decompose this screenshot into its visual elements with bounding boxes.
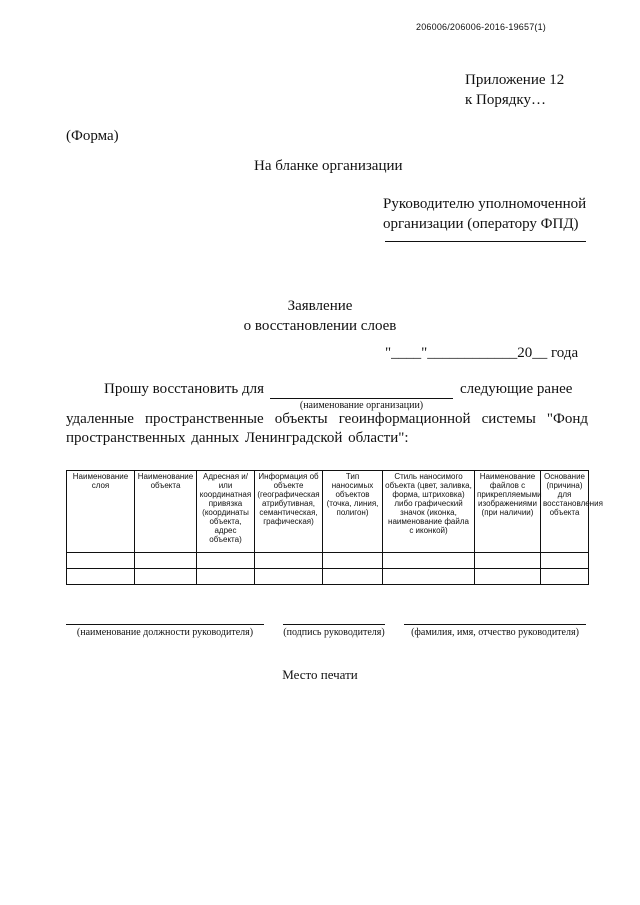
table-cell[interactable] xyxy=(135,569,197,585)
header-object-type: Тип наносимых объектов (точка, линия, полигон) xyxy=(323,471,383,553)
date-field[interactable]: "____"____________20__ года xyxy=(385,345,579,361)
position-signature-line[interactable] xyxy=(66,624,264,625)
table-cell[interactable] xyxy=(541,569,589,585)
table-header-row xyxy=(67,471,589,553)
signature-caption: (подпись руководителя) xyxy=(283,627,385,638)
document-id: 206006/206006-2016-19657(1) xyxy=(416,22,547,32)
title-line-1: Заявление xyxy=(287,298,353,314)
addressee-block xyxy=(383,194,586,234)
table-cell[interactable] xyxy=(67,569,135,585)
table-row xyxy=(67,569,589,585)
request-body-text: удаленные пространственные объекты геоинформационной системы "Фонд пространственных данных Ленинградской области": xyxy=(66,411,588,446)
table-cell[interactable] xyxy=(255,569,323,585)
request-start: Прошу восстановить для xyxy=(104,381,264,397)
signature-line[interactable] xyxy=(283,624,385,625)
table-cell[interactable] xyxy=(323,569,383,585)
header-layer-name: Наименование слоя xyxy=(67,471,135,553)
request-end: следующие ранее xyxy=(460,381,573,397)
letterhead-note: На бланке организации xyxy=(254,158,403,174)
objects-table xyxy=(66,470,603,585)
table-row xyxy=(67,553,589,569)
organization-caption: (наименование организации) xyxy=(299,400,424,411)
table-cell[interactable] xyxy=(135,553,197,569)
document-title xyxy=(0,296,640,336)
header-object-name: Наименование объекта xyxy=(135,471,197,553)
name-signature-line[interactable] xyxy=(404,624,586,625)
table-cell[interactable] xyxy=(541,553,589,569)
form-label: (Форма) xyxy=(66,128,119,144)
header-restore-reason: Основание (причина) для восстановления объекта xyxy=(541,471,589,553)
header-attached-files: Наименование файлов с прикрепляемыми изображениями (при наличии) xyxy=(475,471,541,553)
header-object-info: Информация об объекте (географическая атрибутивная, семантическая, графическая) xyxy=(255,471,323,553)
header-object-style: Стиль наносимого объекта (цвет, заливка, форма, штриховка) либо графический значок (иконка, наименование файла с иконкой) xyxy=(383,471,475,553)
title-line-2: о восстановлении слоев xyxy=(243,318,397,334)
addressee-line-1: Руководителю уполномоченной xyxy=(383,196,587,212)
table-cell[interactable] xyxy=(383,569,475,585)
table-cell[interactable] xyxy=(67,553,135,569)
header-address-binding: Адресная и/или координатная привязка (координаты объекта, адрес объекта) xyxy=(197,471,255,553)
appendix-reference xyxy=(465,70,564,110)
table-cell[interactable] xyxy=(383,553,475,569)
stamp-place: Место печати xyxy=(282,667,358,682)
table-cell[interactable] xyxy=(197,553,255,569)
organization-name-field[interactable] xyxy=(270,398,453,399)
appendix-line-1: Приложение 12 xyxy=(465,72,565,88)
appendix-line-2: к Порядку… xyxy=(465,92,546,108)
addressee-name-field[interactable] xyxy=(385,241,586,242)
table-cell[interactable] xyxy=(475,553,541,569)
table-cell[interactable] xyxy=(197,569,255,585)
name-caption: (фамилия, имя, отчество руководителя) xyxy=(411,627,579,638)
table-cell[interactable] xyxy=(323,553,383,569)
position-caption: (наименование должности руководителя) xyxy=(76,627,254,638)
table-cell[interactable] xyxy=(255,553,323,569)
table-cell[interactable] xyxy=(475,569,541,585)
addressee-line-2: организации (оператору ФПД) xyxy=(383,216,579,232)
